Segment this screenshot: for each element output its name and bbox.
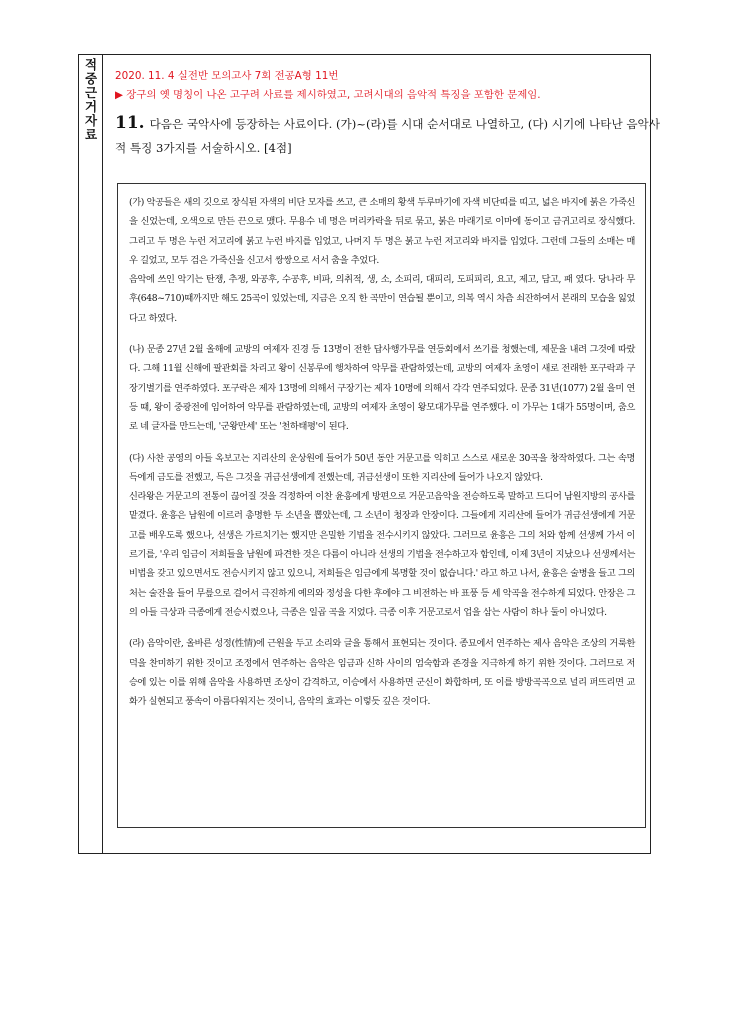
passage-ra [129, 634, 635, 711]
note-line: ▶ 장구의 옛 명칭이 나온 고구려 사료를 제시하였고, 고려시대의 음악적 특징을 포함한 문제임. [115, 89, 541, 101]
question-number: 11. [115, 113, 145, 133]
passage-box [117, 183, 646, 828]
passage-paragraph: (다) 사찬 공영의 아들 옥보고는 지리산의 운상원에 들어가 50년 동안 거문고를 익히고 스스로 새로운 30곡을 창작하였다. 그는 속명득에게 금도를 전했고, 득은 그것을 귀금선생에게 전했는데, 귀금선생이 또한 지리산에 들어가 나오지 않았다. [129, 452, 635, 483]
question-stem [115, 111, 660, 160]
question-frame [78, 54, 660, 854]
passage-paragraph: 신라왕은 거문고의 전통이 끊어질 것을 걱정하여 이찬 윤흥에게 방편으로 거문고음악을 전승하도록 말하고 드디어 남원지방의 공사를 맡겼다. 윤흥은 남원에 이르러 총명한 두 소년을 뽑았는데, 그 소년이 청장과 안장이다. 그들에게 지리산에 들어가 귀금선생에게 거문고를 배우도록 했으나, 선생은 가르치기는 했지만 은밀한 기법을 전수시키지 않았다. 그러므로 윤흥은 그의 처와 함께 선생께 가서 이르기를, '우리 임금이 저희들을 남원에 파견한 것은 다름이 아니라 선생의 기법을 전수하고자 함인데, 이제 3년이 지났으나 선생께서는 비법을 갖고 있으면서도 전승시키지 않고 있으니, 저희들은 임금에게 복명할 것이 없습니다.' 라고 하고 나서, 윤흥은 술병을 들고 그의 처는 술잔을 들어 무릎으로 걸어서 극진하게 예의와 정성을 다한 후에야 그 비전하는 바 표풍 등 세 악곡을 전수하게 되었다. 안장은 그의 아들 극상과 극종에게 전승시켰으나, 극종은 일곱 곡을 지었다. 극종 이후 거문고로서 업을 삼는 사람이 하나 둘이 아니었다. [129, 491, 635, 618]
passage-da [129, 449, 635, 623]
side-label-column [79, 55, 103, 853]
passage-ga [129, 193, 635, 328]
passage-paragraph: (가) 악공들은 새의 깃으로 장식된 자색의 비단 모자를 쓰고, 큰 소매의 황색 두루마기에 자색 비단띠를 띠고, 넓은 바지에 붉은 가죽신을 신었는데, 오색으로 만든 끈으로 맸다. 무용수 네 명은 머리카락을 뒤로 묶고, 붉은 마래기로 이마에 동이고 금귀고리로 장식했다. 그리고 두 명은 누런 저고리에 붉고 누런 바지를 입었고, 나머지 두 명은 붉고 누런 저고리와 바지를 입었다. 그런데 그들의 소매는 매우 길었고, 모두 검은 가죽신을 신고서 쌍쌍으로 서서 춤을 추었다. [129, 197, 635, 266]
passage-paragraph: (라) 음악이란, 올바른 성정(性情)에 근원을 두고 소리와 글을 통해서 표현되는 것이다. 종묘에서 연주하는 제사 음악은 조상의 거룩한 덕을 찬미하기 위한 것이고 조정에서 연주하는 음악은 임금과 신하 사이의 엄숙함과 존경을 지극하게 하기 위한 것이다. 그러므로 저승에 있는 이를 위해 음악을 사용하면 조상이 감격하고, 이승에서 사용하면 군신이 화합하며, 또 이를 방방곡곡으로 널리 퍼뜨리면 교화가 실현되고 풍속이 아름다워지는 것이니, 음악의 효과는 이렇듯 깊은 것이다. [129, 638, 635, 708]
passage-paragraph: 음악에 쓰인 악기는 탄쟁, 추쟁, 와공후, 수공후, 비파, 의취적, 생, 소, 소피리, 대피리, 도피피리, 요고, 제고, 담고, 패 였다. 당나라 무후(648~710)때까지만 해도 25곡이 있었는데, 지금은 오직 한 곡만이 연습될 뿐이고, 의복 역시 차츰 쇠잔하여서 본래의 모습을 잃었다고 하였다. [129, 274, 635, 324]
passage-na [129, 340, 635, 436]
question-text: 다음은 국악사에 등장하는 사료이다. (가)~(라)를 시대 순서대로 나열하고, (다) 시기에 나타난 음악사적 특징 3가지를 서술하시오. [4점] [115, 117, 660, 155]
passage-paragraph: (나) 문종 27년 2월 올해에 교방의 여제자 진경 등 13명이 전한 답사행가무를 연등회에서 쓰기를 청했는데, 제문을 내려 그것에 따랐다. 그해 11월 신해에 팔관회를 차리고 왕이 신봉루에 행차하여 악무를 관람하였는데, 교방의 여제자 초영이 새로 전래한 포구락과 구장기별기를 연주하였다. 포구락은 제자 13명에 의해서 구장기는 제자 10명에 의해서 각각 연주되었다. 문종 31년(1077) 2월 을미 연등 때, 왕이 중광전에 임어하여 악무를 관람하였는데, 교방의 여제자 초영이 왕모대가무를 연주했다. 이 가무는 1대가 55명이며, 춤으로 네 글자를 만드는데, '군왕만세' 또는 '천하태평'이 된다. [129, 344, 635, 433]
side-label: 적중근거자료 [84, 57, 98, 142]
source-line: 2020. 11. 4 실전반 모의고사 7회 전공A형 11번 [115, 70, 339, 82]
question-content [103, 55, 660, 853]
